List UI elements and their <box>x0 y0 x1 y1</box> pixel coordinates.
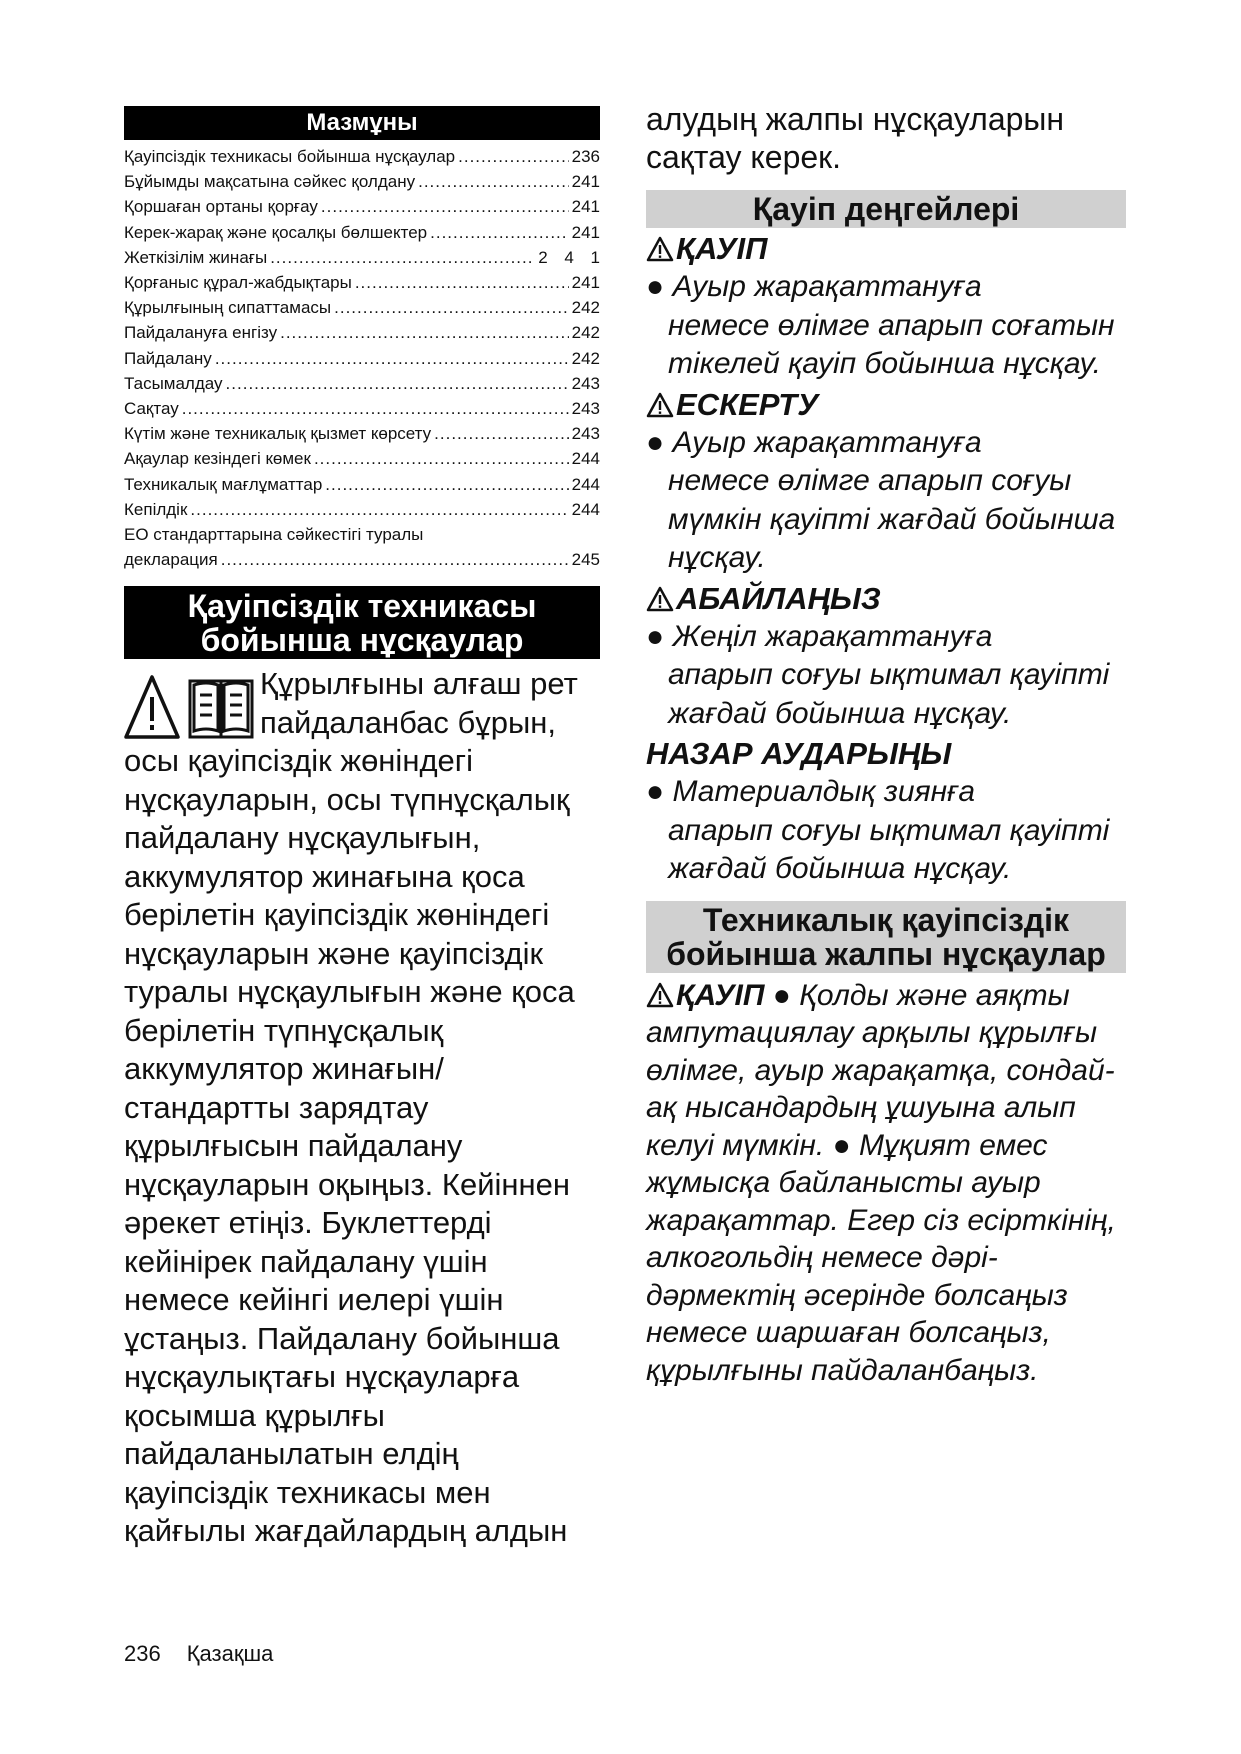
toc-row[interactable]: Ақаулар кезіндегі көмек ..... 244 <box>124 446 600 471</box>
toc-row[interactable]: Қоршаған ортаны қорғау ..... 241 <box>124 194 600 219</box>
page-footer <box>124 1641 299 1667</box>
toc-row[interactable]: Керек-жарақ және қосалқы бөлшектер ..... 241 <box>124 220 600 245</box>
left-column <box>124 106 600 1551</box>
warning-triangle-icon <box>646 586 674 612</box>
continuation-text: алудың жалпы нұсқауларын сақтау керек. <box>646 101 1065 175</box>
toc-row[interactable]: Сақтау ..... 243 <box>124 396 600 421</box>
warning-manual-icons <box>124 669 256 749</box>
toc-title: Мазмұны <box>124 106 600 140</box>
manual-book-icon <box>190 681 252 737</box>
technical-safety-text: ҚАУІП ● Қолды және аяқты ампутациялау арқылы құрылғы өлімге, ауыр жарақатқа, сондай-ақ нысандардың ұшуына алып келуі мүмкін. ● Мұқият емес жұмысқа байланысты ауыр жарақаттар. Егер сіз есірткінің, алкогольдің немесе дәрі-дәрмектің әсерінде болсаңыз немесе шаршаған болсаңыз, құрылғыны пайдаланбаңыз. <box>646 978 1116 1387</box>
toc-row[interactable]: Тасымалдау ..... 243 <box>124 371 600 396</box>
toc-row[interactable]: Техникалық мағлұматтар ..... 244 <box>124 472 600 497</box>
hazard-level: АБАЙЛАҢЫЗ ● Жеңіл жарақаттануға апарып соғуы ықтимал қауіпті жағдай бойынша нұсқау. <box>646 580 1110 730</box>
table-of-contents <box>124 144 600 572</box>
warning-triangle-icon <box>646 982 674 1008</box>
hazard-level: НАЗАР АУДАРЫҢЫ ● Материалдық зиянға апарып соғуы ықтимал қауіпті жағдай бойынша нұсқау. <box>646 736 1110 885</box>
hazard-level: ЕСКЕРТУ ● Ауыр жарақаттануға немесе өлімге апарып соғуы мүмкін қауіпті жағдай бойынша нұсқау. <box>646 386 1116 574</box>
toc-row[interactable]: декларация ..... 245 <box>124 547 600 572</box>
safety-section-title: Қауіпсіздік техникасы бойынша нұсқаулар <box>124 586 600 659</box>
warning-triangle-icon <box>646 392 674 418</box>
toc-row[interactable]: Құрылғының сипаттамасы ..... 242 <box>124 295 600 320</box>
toc-row[interactable]: ЕО стандарттарына сәйкестігі туралы <box>124 525 424 545</box>
toc-row[interactable]: Пайдалану ..... 242 <box>124 346 600 371</box>
warning-triangle-icon <box>646 236 674 262</box>
toc-row[interactable]: Жеткізілім жинағы ..... 2 4 1 <box>124 245 600 270</box>
right-column <box>646 101 1126 1389</box>
toc-row[interactable]: Кепілдік ..... 244 <box>124 497 600 522</box>
toc-row[interactable]: Пайдалануға енгізу ..... 242 <box>124 320 600 345</box>
toc-row[interactable]: Қорғаныс құрал-жабдықтары ..... 241 <box>124 270 600 295</box>
safety-body-text: осы қауіпсіздік жөніндегі нұсқауларын, осы түпнұсқалық пайдалану нұсқаулығын, аккумулятор жинағына қоса берілетін қауіпсіздік жөніндегі нұсқауларын және қауіпсіздік туралы нұсқаулығын және қоса берілетін түпнұсқалық аккумулятор жинағын/ стандартты зарядтау құрылғысын пайдалану нұсқауларын оқыңыз. Кейіннен әрекет етіңіз. Буклеттерді кейінірек пайдалану үшін немесе кейінгі иелері үшін ұстаңыз. Пайдалану бойынша нұсқаулықтағы нұсқауларға қосымша құрылғы пайдаланылатын елдің қауіпсіздік техникасы мен қайғылы жағдайлардың алдын <box>124 743 575 1549</box>
language-label: Қазақша <box>186 1641 274 1666</box>
technical-safety-title: Техникалық қауіпсіздік бойынша жалпы нұсқаулар <box>646 901 1126 973</box>
warning-triangle-icon <box>126 677 178 737</box>
safety-intro: Құрылғыны алғаш рет пайдаланбас бұрын, осы қауіпсіздік жөніндегі нұсқауларын, осы түпнұсқалық пайдалану нұсқаулығын, аккумулятор жинағына қоса берілетін қауіпсіздік жөніндегі нұсқауларын және қауіпсіздік туралы нұсқаулығын және қоса берілетін түпнұсқалық аккумулятор жинағын/ стандартты зарядтау құрылғысын пайдалану нұсқауларын оқыңыз. Кейіннен әрекет етіңіз. Буклеттерді кейінірек пайдалану үшін немесе кейінгі иелері үшін ұстаңыз. Пайдалану бойынша нұсқаулықтағы нұсқауларға қосымша құрылғы пайдаланылатын елдің қауіпсіздік техникасы мен қайғылы жағдайлардың алдын <box>124 665 600 1551</box>
toc-row[interactable]: Күтім және техникалық қызмет көрсету ..... 243 <box>124 421 600 446</box>
hazard-level: ҚАУІП ● Ауыр жарақаттануға немесе өлімге апарып соғатын тікелей қауіп бойынша нұсқау. <box>646 231 1115 380</box>
toc-row[interactable]: Қауіпсіздік техникасы бойынша нұсқаулар ..... 236 <box>124 144 600 169</box>
page-number: 236 <box>124 1641 161 1666</box>
toc-row[interactable]: Бұйымды мақсатына сәйкес қолдану ..... 241 <box>124 169 600 194</box>
hazard-levels-title: Қауіп деңгейлері <box>646 190 1126 228</box>
